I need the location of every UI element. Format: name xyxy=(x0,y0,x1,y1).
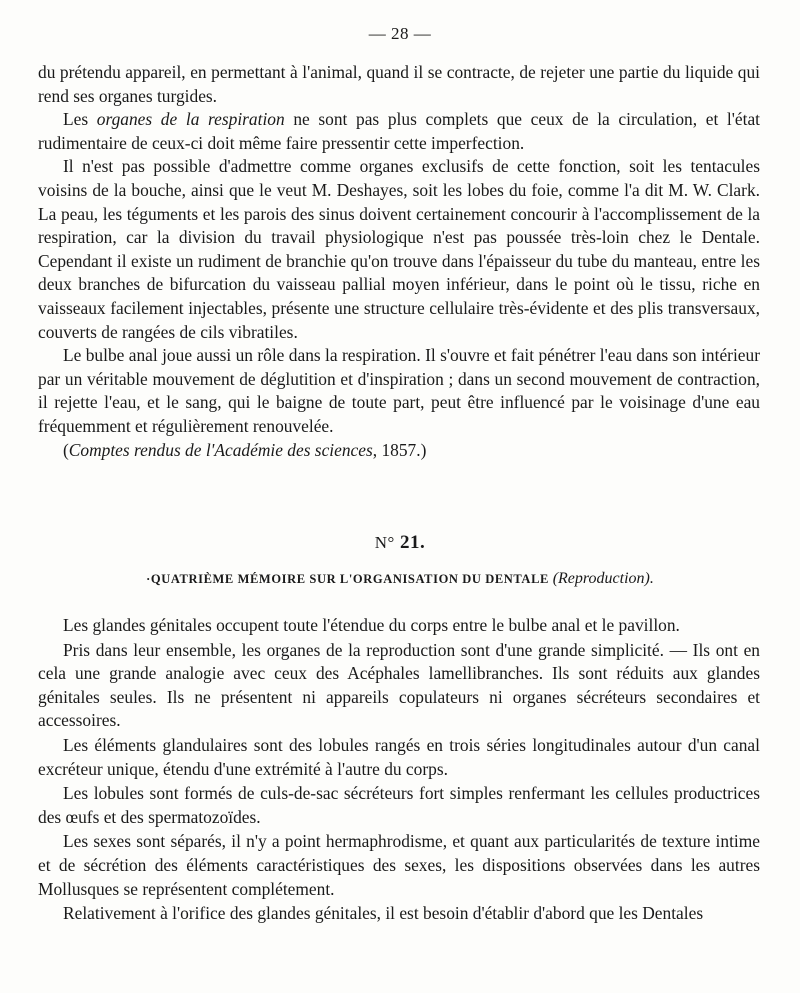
paragraph-sexes: Les sexes sont séparés, il n'y a point hermaphrodisme, et quant aux particularités de texture intime et de sécrétion des éléments caractéristiques des sexes, les dispositions observées dans les autres Mollusques se représentent complétement. xyxy=(38,831,760,899)
paragraph-text: Les xyxy=(63,109,97,130)
paragraph-genital-glands: Les glandes génitales occupent toute l'étendue du corps entre le bulbe anal et le pavillon. xyxy=(63,615,680,635)
paragraph-continuation: du prétendu appareil, en permettant à l'animal, quand il se contracte, de rejeter une partie du liquide qui rend ses organes turgides. xyxy=(38,62,760,106)
paragraph-orifice: Relativement à l'orifice des glandes génitales, il est besoin d'établir d'abord que les Dentales xyxy=(63,903,704,924)
paragraph-glandular-elements: Les éléments glandulaires sont des lobules rangés en trois séries longitudinales autour d'un canal excréteur unique, étendu d'une extrémité à l'autre du corps. xyxy=(38,734,760,779)
section-heading-subject: (Reproduction). xyxy=(552,570,654,587)
paragraph-anal-bulb: Le bulbe anal joue aussi un rôle dans la respiration. Il s'ouvre et fait pénétrer l'eau dans son intérieur par un véritable mouvement de déglutition et d'inspiration ; dans un second mouvement de contraction, il rejette l'eau, et le sang, qui le baigne de toute part, peut être influencé par le voisinage d'une eau fréquemment et régulièrement renouvelée. xyxy=(38,345,760,436)
section-number-prefix: N° xyxy=(374,533,395,552)
section-number xyxy=(0,532,800,554)
paragraph-lobules: Les lobules sont formés de culs-de-sac sécréteurs fort simples renfermant les cellules productrices des œufs et des spermatozoïdes. xyxy=(38,783,760,827)
citation-open: ( xyxy=(63,439,69,460)
section-heading xyxy=(0,570,800,588)
paragraph-respiration-function: Il n'est pas possible d'admettre comme organes exclusifs de cette fonction, soit les tentacules voisins de la bouche, ainsi que le veut M. Deshayes, soit les lobes du foie, comme l'a dit M. W. Clark. La peau, les téguments et les parois des sinus doivent certainement concourir à l'accomplissement de la respiration, car la division du travail physiologique n'est pas poussée très-loin chez le Dentale. Cependant il existe un rudiment de branchie qu'on trouve dans l'épaisseur du tube du manteau, entre les deux branches de bifurcation du vaisseau pallial moyen inférieur, dans le point où le tissu, riche en vaisseaux facilement injectables, présente une structure cellulaire très-évidente et des plis transversaux, couverts de rangées de cils vibratiles. xyxy=(38,156,760,342)
citation xyxy=(38,439,760,463)
italic-term: organes de la respiration xyxy=(96,109,285,130)
citation-source: Comptes rendus de l'Académie des sciences xyxy=(68,439,373,460)
text-block-reproduction xyxy=(38,614,760,927)
paragraph-text: ne sont pas plus complets que ceux de la circulation, et l'état rudimentaire de ceux-ci doit même faire pressentir cette imperfection. xyxy=(38,109,760,153)
paragraph-reproduction-organs: Pris dans leur ensemble, les organes de la reproduction sont d'une grande simplicité. — Ils ont en cela une grande analogie avec ceux des Acéphales lamellibranches. Ils sont réduits aux glandes génitales seules. Ils ne présentent ni appareils copulateurs ni organes sécréteurs secondaires et accessoires. xyxy=(38,639,760,731)
text-block-respiration xyxy=(38,61,760,462)
paragraph-respiration-organs xyxy=(38,108,760,155)
section-heading-title: ·QUATRIÈME MÉMOIRE SUR L'ORGANISATION DU DENTALE xyxy=(146,572,549,586)
citation-year: , 1857.) xyxy=(372,439,427,460)
page-number: — 28 — xyxy=(368,24,432,43)
section-number-value: 21. xyxy=(400,532,426,553)
